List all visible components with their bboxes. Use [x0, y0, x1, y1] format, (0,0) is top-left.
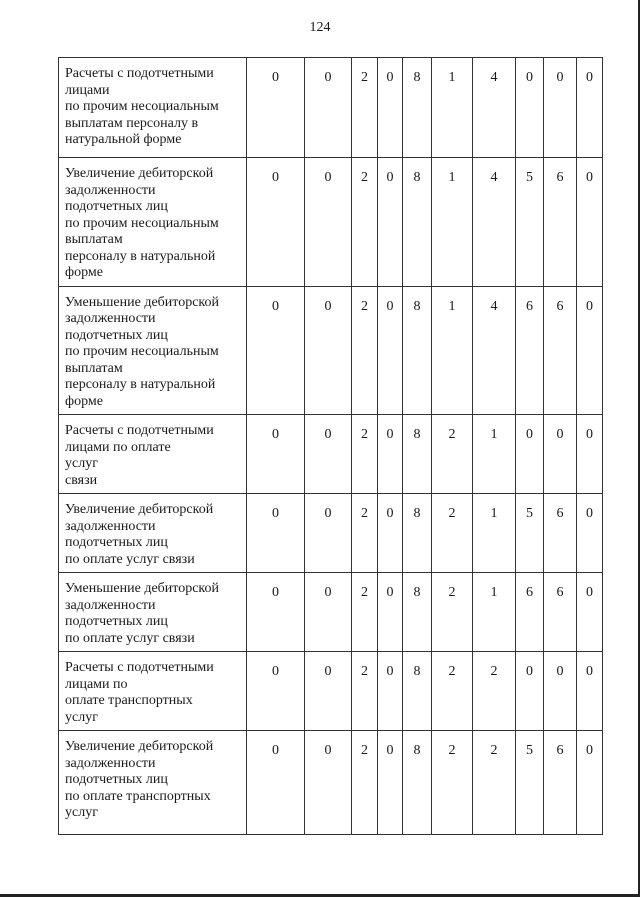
code-digit-cell: 0 — [247, 494, 305, 573]
code-digit-cell: 2 — [352, 158, 378, 287]
code-digit-cell: 6 — [516, 286, 544, 415]
code-digit-cell: 0 — [544, 652, 577, 731]
code-digit-cell: 0 — [378, 494, 403, 573]
code-digit-cell: 0 — [577, 494, 603, 573]
page-number: 124 — [309, 20, 331, 35]
code-digit-cell: 0 — [305, 415, 352, 494]
code-digit-cell: 0 — [305, 573, 352, 652]
code-digit-cell: 0 — [577, 58, 603, 158]
code-digit-cell: 2 — [473, 652, 516, 731]
table-row — [59, 415, 603, 494]
code-digit-cell: 8 — [403, 415, 432, 494]
code-digit-cell: 5 — [516, 158, 544, 287]
code-digit-cell: 8 — [403, 731, 432, 835]
code-digit-cell: 0 — [577, 573, 603, 652]
code-digit-cell: 6 — [544, 573, 577, 652]
code-digit-cell: 0 — [544, 415, 577, 494]
code-digit-cell: 1 — [432, 158, 473, 287]
code-digit-cell: 0 — [378, 415, 403, 494]
code-digit-cell: 0 — [305, 494, 352, 573]
code-digit-cell: 0 — [378, 573, 403, 652]
code-digit-cell: 8 — [403, 58, 432, 158]
code-digit-cell: 0 — [247, 573, 305, 652]
code-digit-cell: 2 — [432, 652, 473, 731]
code-digit-cell: 2 — [432, 573, 473, 652]
account-name-cell: Увеличение дебиторской задолженности подотчетных лиц по оплате транспортных услуг — [59, 731, 247, 835]
code-digit-cell: 0 — [378, 652, 403, 731]
code-digit-cell: 0 — [577, 286, 603, 415]
code-digit-cell: 8 — [403, 494, 432, 573]
code-digit-cell: 2 — [432, 494, 473, 573]
code-digit-cell: 2 — [352, 494, 378, 573]
account-name-cell: Увеличение дебиторской задолженности подотчетных лиц по оплате услуг связи — [59, 494, 247, 573]
code-digit-cell: 2 — [352, 286, 378, 415]
code-digit-cell: 8 — [403, 158, 432, 287]
code-digit-cell: 5 — [516, 494, 544, 573]
table-row — [59, 652, 603, 731]
code-digit-cell: 2 — [432, 415, 473, 494]
code-digit-cell: 0 — [577, 731, 603, 835]
code-digit-cell: 0 — [544, 58, 577, 158]
code-digit-cell: 1 — [473, 573, 516, 652]
code-digit-cell: 0 — [516, 652, 544, 731]
code-digit-cell: 6 — [516, 573, 544, 652]
code-digit-cell: 1 — [473, 494, 516, 573]
account-name-cell: Расчеты с подотчетными лицами по прочим несоциальным выплатам персоналу в натуральной форме — [59, 58, 247, 158]
code-digit-cell: 6 — [544, 731, 577, 835]
code-digit-cell: 1 — [473, 415, 516, 494]
code-digit-cell: 0 — [247, 652, 305, 731]
account-name-cell: Уменьшение дебиторской задолженности подотчетных лиц по прочим несоциальным выплатам персоналу в натуральной форме — [59, 286, 247, 415]
code-digit-cell: 2 — [432, 731, 473, 835]
code-digit-cell: 2 — [352, 652, 378, 731]
code-digit-cell: 0 — [305, 286, 352, 415]
table-row — [59, 58, 603, 158]
code-digit-cell: 1 — [432, 286, 473, 415]
code-digit-cell: 0 — [247, 158, 305, 287]
code-digit-cell: 2 — [352, 573, 378, 652]
code-digit-cell: 0 — [247, 731, 305, 835]
account-name-cell: Увеличение дебиторской задолженности подотчетных лиц по прочим несоциальным выплатам персоналу в натуральной форме — [59, 158, 247, 287]
code-digit-cell: 2 — [352, 415, 378, 494]
code-digit-cell: 2 — [352, 58, 378, 158]
accounts-table — [58, 57, 603, 835]
code-digit-cell: 6 — [544, 494, 577, 573]
code-digit-cell: 4 — [473, 158, 516, 287]
account-name-cell: Расчеты с подотчетными лицами по оплате транспортных услуг — [59, 652, 247, 731]
code-digit-cell: 1 — [432, 58, 473, 158]
code-digit-cell: 5 — [516, 731, 544, 835]
table-row — [59, 286, 603, 415]
code-digit-cell: 0 — [516, 415, 544, 494]
code-digit-cell: 0 — [305, 58, 352, 158]
table-row — [59, 573, 603, 652]
account-name-cell: Расчеты с подотчетными лицами по оплате услуг связи — [59, 415, 247, 494]
code-digit-cell: 0 — [305, 731, 352, 835]
table-row — [59, 158, 603, 287]
code-digit-cell: 0 — [247, 286, 305, 415]
table-row — [59, 731, 603, 835]
code-digit-cell: 0 — [577, 158, 603, 287]
table-row — [59, 494, 603, 573]
code-digit-cell: 0 — [577, 652, 603, 731]
code-digit-cell: 0 — [516, 58, 544, 158]
account-name-cell: Уменьшение дебиторской задолженности подотчетных лиц по оплате услуг связи — [59, 573, 247, 652]
code-digit-cell: 0 — [378, 731, 403, 835]
code-digit-cell: 0 — [378, 158, 403, 287]
code-digit-cell: 8 — [403, 286, 432, 415]
code-digit-cell: 0 — [247, 58, 305, 158]
code-digit-cell: 4 — [473, 58, 516, 158]
code-digit-cell: 0 — [305, 158, 352, 287]
code-digit-cell: 0 — [378, 58, 403, 158]
code-digit-cell: 4 — [473, 286, 516, 415]
code-digit-cell: 6 — [544, 158, 577, 287]
code-digit-cell: 2 — [352, 731, 378, 835]
code-digit-cell: 0 — [378, 286, 403, 415]
code-digit-cell: 8 — [403, 573, 432, 652]
code-digit-cell: 0 — [247, 415, 305, 494]
code-digit-cell: 2 — [473, 731, 516, 835]
code-digit-cell: 0 — [577, 415, 603, 494]
code-digit-cell: 6 — [544, 286, 577, 415]
code-digit-cell: 8 — [403, 652, 432, 731]
code-digit-cell: 0 — [305, 652, 352, 731]
